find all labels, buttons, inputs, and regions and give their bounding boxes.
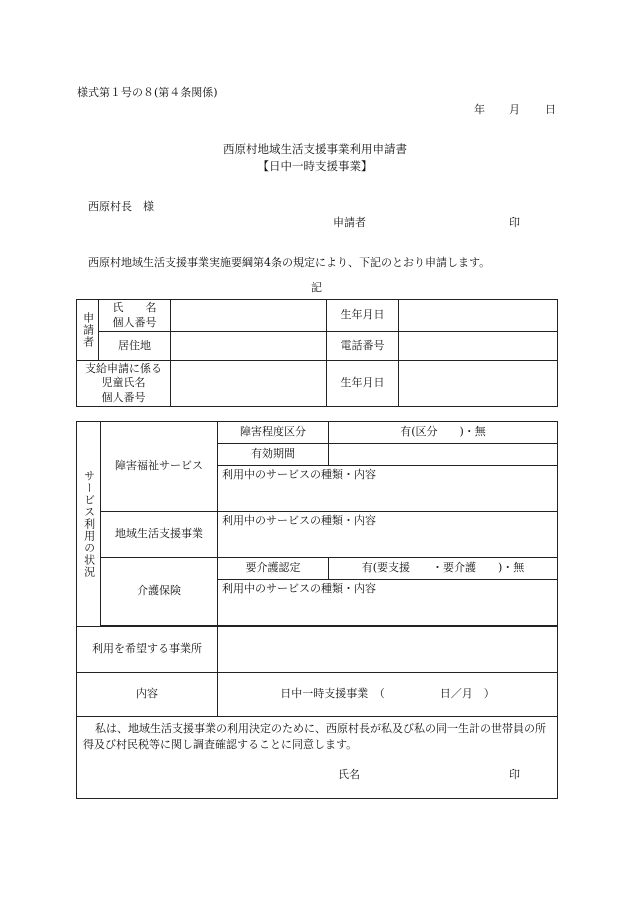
name-id-label: [99, 300, 171, 332]
office-label: 利用を希望する事業所: [77, 627, 218, 673]
care-cert-value[interactable]: 有(要支援 ・要介護 )・無: [329, 558, 558, 580]
applicant-side-label: 申請者: [77, 300, 99, 361]
addressee: 西原村長 様: [88, 200, 154, 213]
date-year: 年: [474, 103, 485, 116]
care-cert-label: 要介護認定: [218, 558, 329, 580]
service-table-bottom: [76, 626, 558, 799]
applicant-address-field[interactable]: [171, 332, 327, 361]
care-label: 介護保険: [101, 558, 218, 626]
form-number: 様式第１号の８(第４条関係): [77, 86, 218, 99]
applicant-name-field[interactable]: [171, 300, 327, 332]
community-label: 地域生活支援事業: [101, 512, 218, 558]
applicant-label: 申請者: [333, 216, 366, 229]
validity-field[interactable]: [329, 444, 558, 466]
ki-mark: 記: [311, 281, 322, 294]
child-label-line1: 支給申請に係る: [85, 362, 162, 376]
disability-level-value[interactable]: 有(区分 )・無: [329, 422, 558, 444]
content-value[interactable]: 日中一時支援事業 （ 日／月 ）: [218, 673, 558, 717]
applicant-birth-field[interactable]: [399, 300, 558, 332]
document-title: 西原村地域生活支援事業利用申請書: [223, 142, 407, 156]
welfare-label: 障害福祉サービス: [101, 422, 218, 512]
child-label-line2: 児童氏名: [101, 376, 146, 390]
document-subtitle: 【日中一時支援事業】: [257, 159, 373, 173]
consent-cell: [77, 717, 558, 799]
content-label: 内容: [77, 673, 218, 717]
id-label: 個人番号: [112, 315, 157, 329]
applicant-phone-field[interactable]: [399, 332, 558, 361]
child-label: [77, 361, 171, 407]
child-birth-label: 生年月日: [327, 361, 399, 407]
child-birth-field[interactable]: [399, 361, 558, 407]
care-service-types[interactable]: 利用中のサービスの種類・内容: [218, 580, 558, 626]
office-field[interactable]: [218, 627, 558, 673]
phone-label: 電話番号: [327, 332, 399, 361]
service-side-label: サービス利用の状況: [77, 422, 101, 627]
applicant-seal: 印: [509, 216, 520, 229]
service-table: [76, 421, 558, 627]
consent-name-label: 氏名: [338, 768, 360, 781]
welfare-service-types[interactable]: 利用中のサービスの種類・内容: [218, 466, 558, 512]
name-label: 氏 名: [112, 301, 157, 315]
applicant-table: [76, 299, 558, 407]
community-service-types[interactable]: 利用中のサービスの種類・内容: [218, 512, 558, 558]
consent-text: 私は、地域生活支援事業の利用決定のために、西原村長が私及び私の同一生計の世帯員の所得及び村民税等に関し調査確認することに同意します。: [83, 722, 546, 751]
date-day: 日: [545, 103, 556, 116]
address-label: 居住地: [99, 332, 171, 361]
statement: 西原村地域生活支援事業実施要綱第4条の規定により、下記のとおり申請します。: [88, 256, 491, 269]
date-month: 月: [509, 103, 520, 116]
consent-seal: 印: [509, 768, 520, 781]
child-name-field[interactable]: [171, 361, 327, 407]
disability-level-label: 障害程度区分: [218, 422, 329, 444]
validity-label: 有効期間: [218, 444, 329, 466]
child-label-line3: 個人番号: [101, 390, 146, 404]
birth-label: 生年月日: [327, 300, 399, 332]
